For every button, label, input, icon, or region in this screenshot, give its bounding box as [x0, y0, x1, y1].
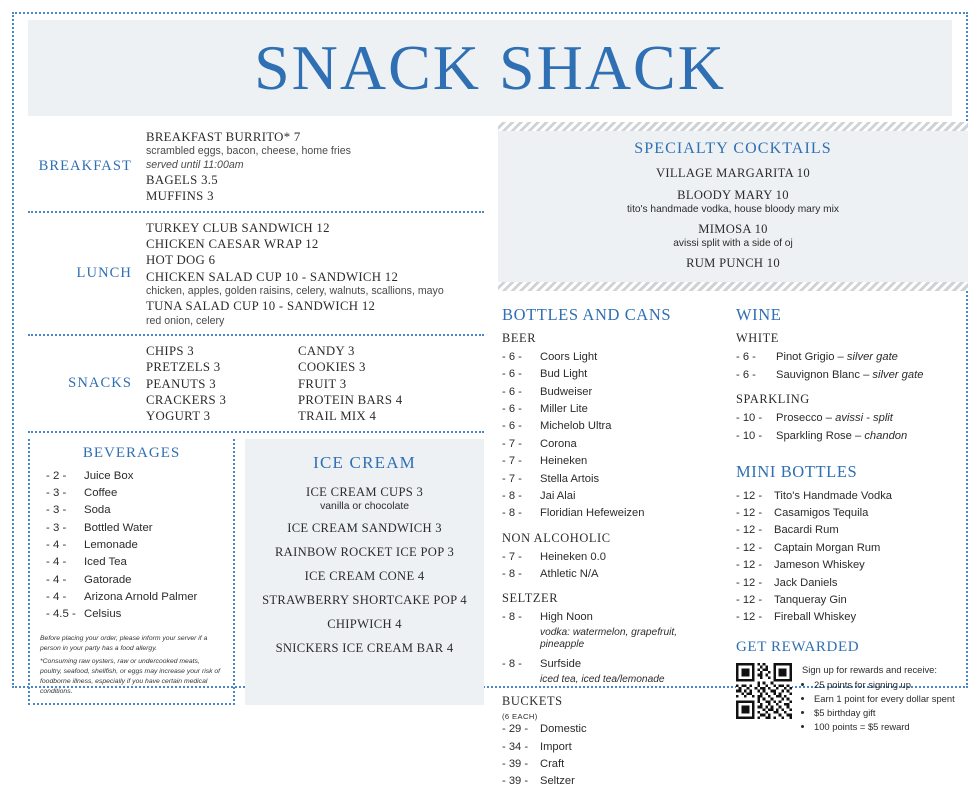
item-name: Sauvignon Blanc – silver gate	[776, 368, 924, 381]
price: - 34 -	[502, 740, 529, 753]
section-label-lunch: LUNCH	[76, 264, 132, 281]
list-item	[38, 502, 225, 519]
menu-item: ICE CREAM CONE 4	[304, 568, 425, 583]
group-subtitle-buckets: (6 EACH)	[502, 712, 538, 722]
snacks-column-1	[146, 343, 264, 425]
list-item	[502, 384, 722, 401]
hatch-divider-bottom	[498, 282, 968, 291]
rewards-bullet: • 25 points for signing up	[814, 678, 955, 692]
list-item	[502, 773, 722, 790]
list-item	[736, 349, 968, 367]
list-item	[736, 410, 968, 428]
list-item	[502, 488, 722, 505]
price: - 3 -	[46, 487, 67, 500]
section-get-rewarded	[736, 639, 968, 735]
item-name: Bud Light	[540, 368, 588, 381]
wine-and-spirits-column	[722, 305, 968, 791]
bottles-and-cans-heading: BOTTLES AND CANS	[502, 305, 672, 324]
menu-item-desc: avissi split with a side of oj	[673, 238, 793, 249]
menu-item-desc: tito's handmade vodka, house bloody mary mix	[626, 204, 840, 215]
list-item	[736, 575, 968, 592]
list-item	[502, 436, 722, 453]
list-item	[38, 589, 225, 606]
left-column	[28, 122, 484, 791]
hatch-divider-top	[498, 122, 968, 131]
price: - 7 -	[502, 472, 522, 485]
menu-item: BLOODY MARY 10	[677, 188, 789, 202]
menu-item: CANDY 3	[298, 343, 355, 358]
price: - 12 -	[736, 507, 763, 520]
menu-item: BAGELS 3.5	[146, 172, 218, 187]
ice-cream-heading: ICE CREAM	[313, 452, 416, 472]
item-name: Tanqueray Gin	[774, 593, 847, 606]
list-item	[502, 505, 722, 522]
item-name: Bottled Water	[84, 521, 153, 534]
list-item	[502, 453, 722, 470]
menu-item: MIMOSA 10	[698, 222, 768, 236]
menu-item: ICE CREAM CUPS 3	[305, 484, 424, 499]
wine-producer: chandon	[864, 430, 908, 443]
item-name: Celsius	[84, 608, 122, 621]
item-name: Casamigos Tequila	[774, 507, 869, 520]
item-name: Pinot Grigio – silver gate	[776, 351, 898, 363]
price: - 4 -	[46, 539, 67, 552]
price: - 12 -	[736, 611, 763, 624]
list-item	[736, 592, 968, 609]
item-note: iced tea, iced tea/lemonade	[540, 673, 665, 685]
section-specialty-cocktails	[498, 131, 968, 282]
menu-item: CHIPS 3	[146, 343, 194, 358]
list-item	[502, 739, 722, 756]
list-item	[736, 367, 968, 385]
item-name: Fireball Whiskey	[774, 611, 857, 624]
section-label-snacks: SNACKS	[68, 374, 132, 391]
list-item	[736, 505, 968, 522]
price: - 12 -	[736, 593, 763, 606]
section-breakfast	[28, 122, 484, 213]
price: - 3 -	[46, 521, 67, 534]
right-column	[498, 122, 968, 791]
list-item	[502, 366, 722, 383]
menu-item-desc: vanilla or chocolate	[320, 500, 410, 512]
menu-item: CHICKEN CAESAR WRAP 12	[146, 236, 319, 251]
item-name: Prosecco – avissi - split	[776, 412, 893, 425]
group-title-sparkling: SPARKLING	[736, 392, 810, 407]
list-item	[502, 566, 722, 583]
page-title: SNACK SHACK	[254, 32, 726, 103]
price: - 6 -	[502, 403, 522, 416]
menu-item: TUNA SALAD CUP 10 - SANDWICH 12	[146, 299, 376, 314]
list-item	[38, 554, 225, 571]
item-name: Import	[540, 740, 572, 753]
item-name: Coffee	[84, 487, 118, 500]
list-item	[38, 572, 225, 589]
menu-item: ICE CREAM SANDWICH 3	[287, 520, 442, 535]
list-item	[736, 609, 968, 626]
item-name: Corona	[540, 437, 577, 450]
list-item	[502, 609, 722, 626]
wine-producer: silver gate	[846, 351, 898, 363]
menu-item-desc: red onion, celery	[146, 314, 225, 327]
group-title-seltzer: SELTZER	[502, 591, 559, 606]
list-item	[38, 606, 225, 623]
menu-item: BREAKFAST BURRITO* 7	[146, 130, 301, 144]
price: - 39 -	[502, 758, 529, 770]
list-item	[502, 721, 722, 738]
item-name: Athletic N/A	[540, 567, 599, 580]
snacks-column-2	[298, 343, 416, 425]
price: - 6 -	[502, 385, 522, 398]
list-item	[502, 418, 722, 435]
rewards-bullet: • $5 birthday gift	[814, 706, 955, 720]
menu-item: PRETZELS 3	[146, 360, 221, 375]
price: - 2 -	[46, 469, 67, 482]
item-name: Arizona Arnold Palmer	[84, 591, 198, 604]
menu-item: RAINBOW ROCKET ICE POP 3	[274, 544, 455, 559]
price: - 7 -	[502, 455, 522, 468]
group-title-buckets: BUCKETS	[502, 694, 563, 709]
section-label-breakfast: BREAKFAST	[38, 157, 132, 174]
price: - 6 -	[502, 420, 522, 433]
price: - 6 -	[502, 351, 522, 363]
mini-bottles-heading: MINI BOTTLES	[736, 461, 858, 481]
cocktails-heading: SPECIALTY COCKTAILS	[634, 140, 832, 157]
price: - 7 -	[502, 550, 522, 563]
menu-item: PEANUTS 3	[146, 376, 216, 391]
price: - 8 -	[502, 507, 522, 520]
item-name: Surfside	[540, 658, 582, 671]
menu-item-desc: chicken, apples, golden raisins, celery, walnuts, scallions, mayo	[146, 285, 444, 298]
item-name: Miller Lite	[540, 403, 588, 416]
item-name: Juice Box	[84, 469, 134, 482]
item-name: Stella Artois	[540, 472, 600, 485]
list-item	[736, 522, 968, 539]
menu-item: YOGURT 3	[146, 409, 211, 424]
item-name: Floridian Hefeweizen	[540, 507, 645, 520]
list-item	[38, 485, 225, 502]
rewards-intro: Sign up for rewards and receive:	[802, 663, 937, 675]
item-name: High Noon	[540, 611, 593, 624]
item-name: Bacardi Rum	[774, 524, 839, 537]
item-name: Iced Tea	[84, 556, 127, 569]
menu-item: RUM PUNCH 10	[686, 256, 780, 270]
list-item	[736, 557, 968, 574]
price: - 12 -	[736, 524, 763, 537]
list-item	[736, 540, 968, 557]
price: - 3 -	[46, 504, 67, 517]
list-item	[502, 471, 722, 488]
raw-food-disclaimer: *Consuming raw oysters, raw or undercooked meats, poultry, seafood, shellfish, or eggs may increase your risk of foodborne illness, especially if you have certain medical conditions.	[40, 658, 221, 695]
item-name: Budweiser	[540, 385, 593, 398]
price: - 8 -	[502, 567, 522, 580]
wine-producer: silver gate	[872, 368, 924, 381]
qr-code-icon[interactable]	[736, 663, 792, 719]
item-name: Jack Daniels	[774, 576, 838, 589]
menu-item: COOKIES 3	[298, 360, 366, 375]
wine-name: Prosecco	[776, 412, 823, 425]
item-name: Tito's Handmade Vodka	[774, 489, 893, 502]
item-name: Heineken 0.0	[540, 550, 606, 563]
item-name: Craft	[540, 758, 565, 770]
price: - 4.5 -	[46, 608, 76, 621]
price: - 12 -	[736, 489, 763, 502]
price: - 10 -	[736, 412, 763, 425]
menu-item: FRUIT 3	[298, 376, 347, 391]
price: - 6 -	[502, 368, 522, 381]
group-title-white: WHITE	[736, 331, 779, 345]
menu-item: PROTEIN BARS 4	[298, 393, 403, 408]
item-name: Domestic	[540, 723, 587, 736]
item-name: Gatorade	[84, 573, 132, 586]
menu-item: SNICKERS ICE CREAM BAR 4	[275, 640, 454, 655]
price: - 4 -	[46, 556, 67, 569]
item-name: Jameson Whiskey	[774, 559, 865, 572]
item-name: Michelob Ultra	[540, 420, 612, 433]
list-item	[502, 401, 722, 418]
price: - 8 -	[502, 611, 522, 624]
item-name: Heineken	[540, 455, 588, 468]
menu-item: CRACKERS 3	[146, 393, 227, 408]
rewards-bullet: • 100 points = $5 reward	[814, 720, 955, 734]
allergy-notice: Before placing your order, please inform your server if a person in your party has a food allergy.	[40, 634, 208, 652]
list-item	[502, 349, 722, 366]
price: - 12 -	[736, 576, 763, 589]
menu-item: TRAIL MIX 4	[298, 409, 377, 424]
rewards-bullet: • Earn 1 point for every dollar spent	[814, 692, 955, 706]
menu-item-desc: scrambled eggs, bacon, cheese, home fries	[146, 145, 351, 158]
item-name: Coors Light	[540, 351, 598, 363]
wine-producer: avissi - split	[835, 412, 893, 425]
list-item	[502, 756, 722, 773]
item-name: Lemonade	[84, 539, 138, 552]
item-name: Jai Alai	[540, 489, 576, 502]
price: - 6 -	[736, 368, 756, 381]
menu-item: HOT DOG 6	[146, 253, 216, 268]
group-title-non-alcoholic: NON ALCOHOLIC	[502, 530, 611, 545]
price: - 7 -	[502, 437, 522, 450]
price: - 12 -	[736, 559, 763, 572]
wine-name: Pinot Grigio	[776, 351, 835, 363]
wine-name: Sauvignon Blanc	[776, 368, 860, 381]
list-item	[736, 488, 968, 505]
price: - 6 -	[736, 351, 756, 363]
price: - 29 -	[502, 723, 529, 736]
section-beverages	[28, 439, 235, 705]
beverages-heading: BEVERAGES	[82, 444, 181, 461]
price: - 8 -	[502, 658, 522, 671]
wine-heading: WINE	[736, 305, 782, 324]
item-name: Sparkling Rose – chandon	[776, 430, 908, 443]
price: - 4 -	[46, 591, 67, 604]
menu-item: VILLAGE MARGARITA 10	[655, 166, 810, 180]
item-note: vodka: watermelon, grapefruit, pineapple	[540, 626, 678, 651]
price: - 4 -	[46, 573, 67, 586]
section-bottles-and-cans	[498, 305, 722, 791]
list-item	[38, 537, 225, 554]
title-banner	[28, 20, 952, 116]
menu-item: TURKEY CLUB SANDWICH 12	[146, 220, 330, 235]
list-item	[502, 656, 722, 673]
menu-item: CHICKEN SALAD CUP 10 - SANDWICH 12	[146, 269, 399, 284]
item-name: Captain Morgan Rum	[774, 541, 881, 554]
rewards-heading: GET REWARDED	[736, 638, 860, 655]
menu-item: CHIPWICH 4	[327, 616, 402, 631]
list-item	[38, 520, 225, 537]
price: - 8 -	[502, 489, 522, 502]
section-snacks	[28, 336, 484, 433]
list-item	[736, 428, 968, 446]
menu-item: MUFFINS 3	[146, 189, 214, 204]
section-ice-cream	[245, 439, 484, 705]
menu-item-note: served until 11:00am	[146, 158, 244, 171]
price: - 39 -	[502, 775, 529, 788]
wine-name: Sparkling Rose	[776, 430, 852, 443]
price: - 10 -	[736, 430, 763, 443]
list-item	[38, 468, 225, 485]
price: - 12 -	[736, 541, 763, 554]
item-name: Soda	[84, 504, 111, 517]
menu-item: STRAWBERRY SHORTCAKE POP 4	[262, 592, 467, 607]
group-title-beer: BEER	[502, 331, 537, 345]
section-lunch	[28, 213, 484, 336]
list-item	[502, 549, 722, 566]
item-name: Seltzer	[540, 775, 575, 788]
